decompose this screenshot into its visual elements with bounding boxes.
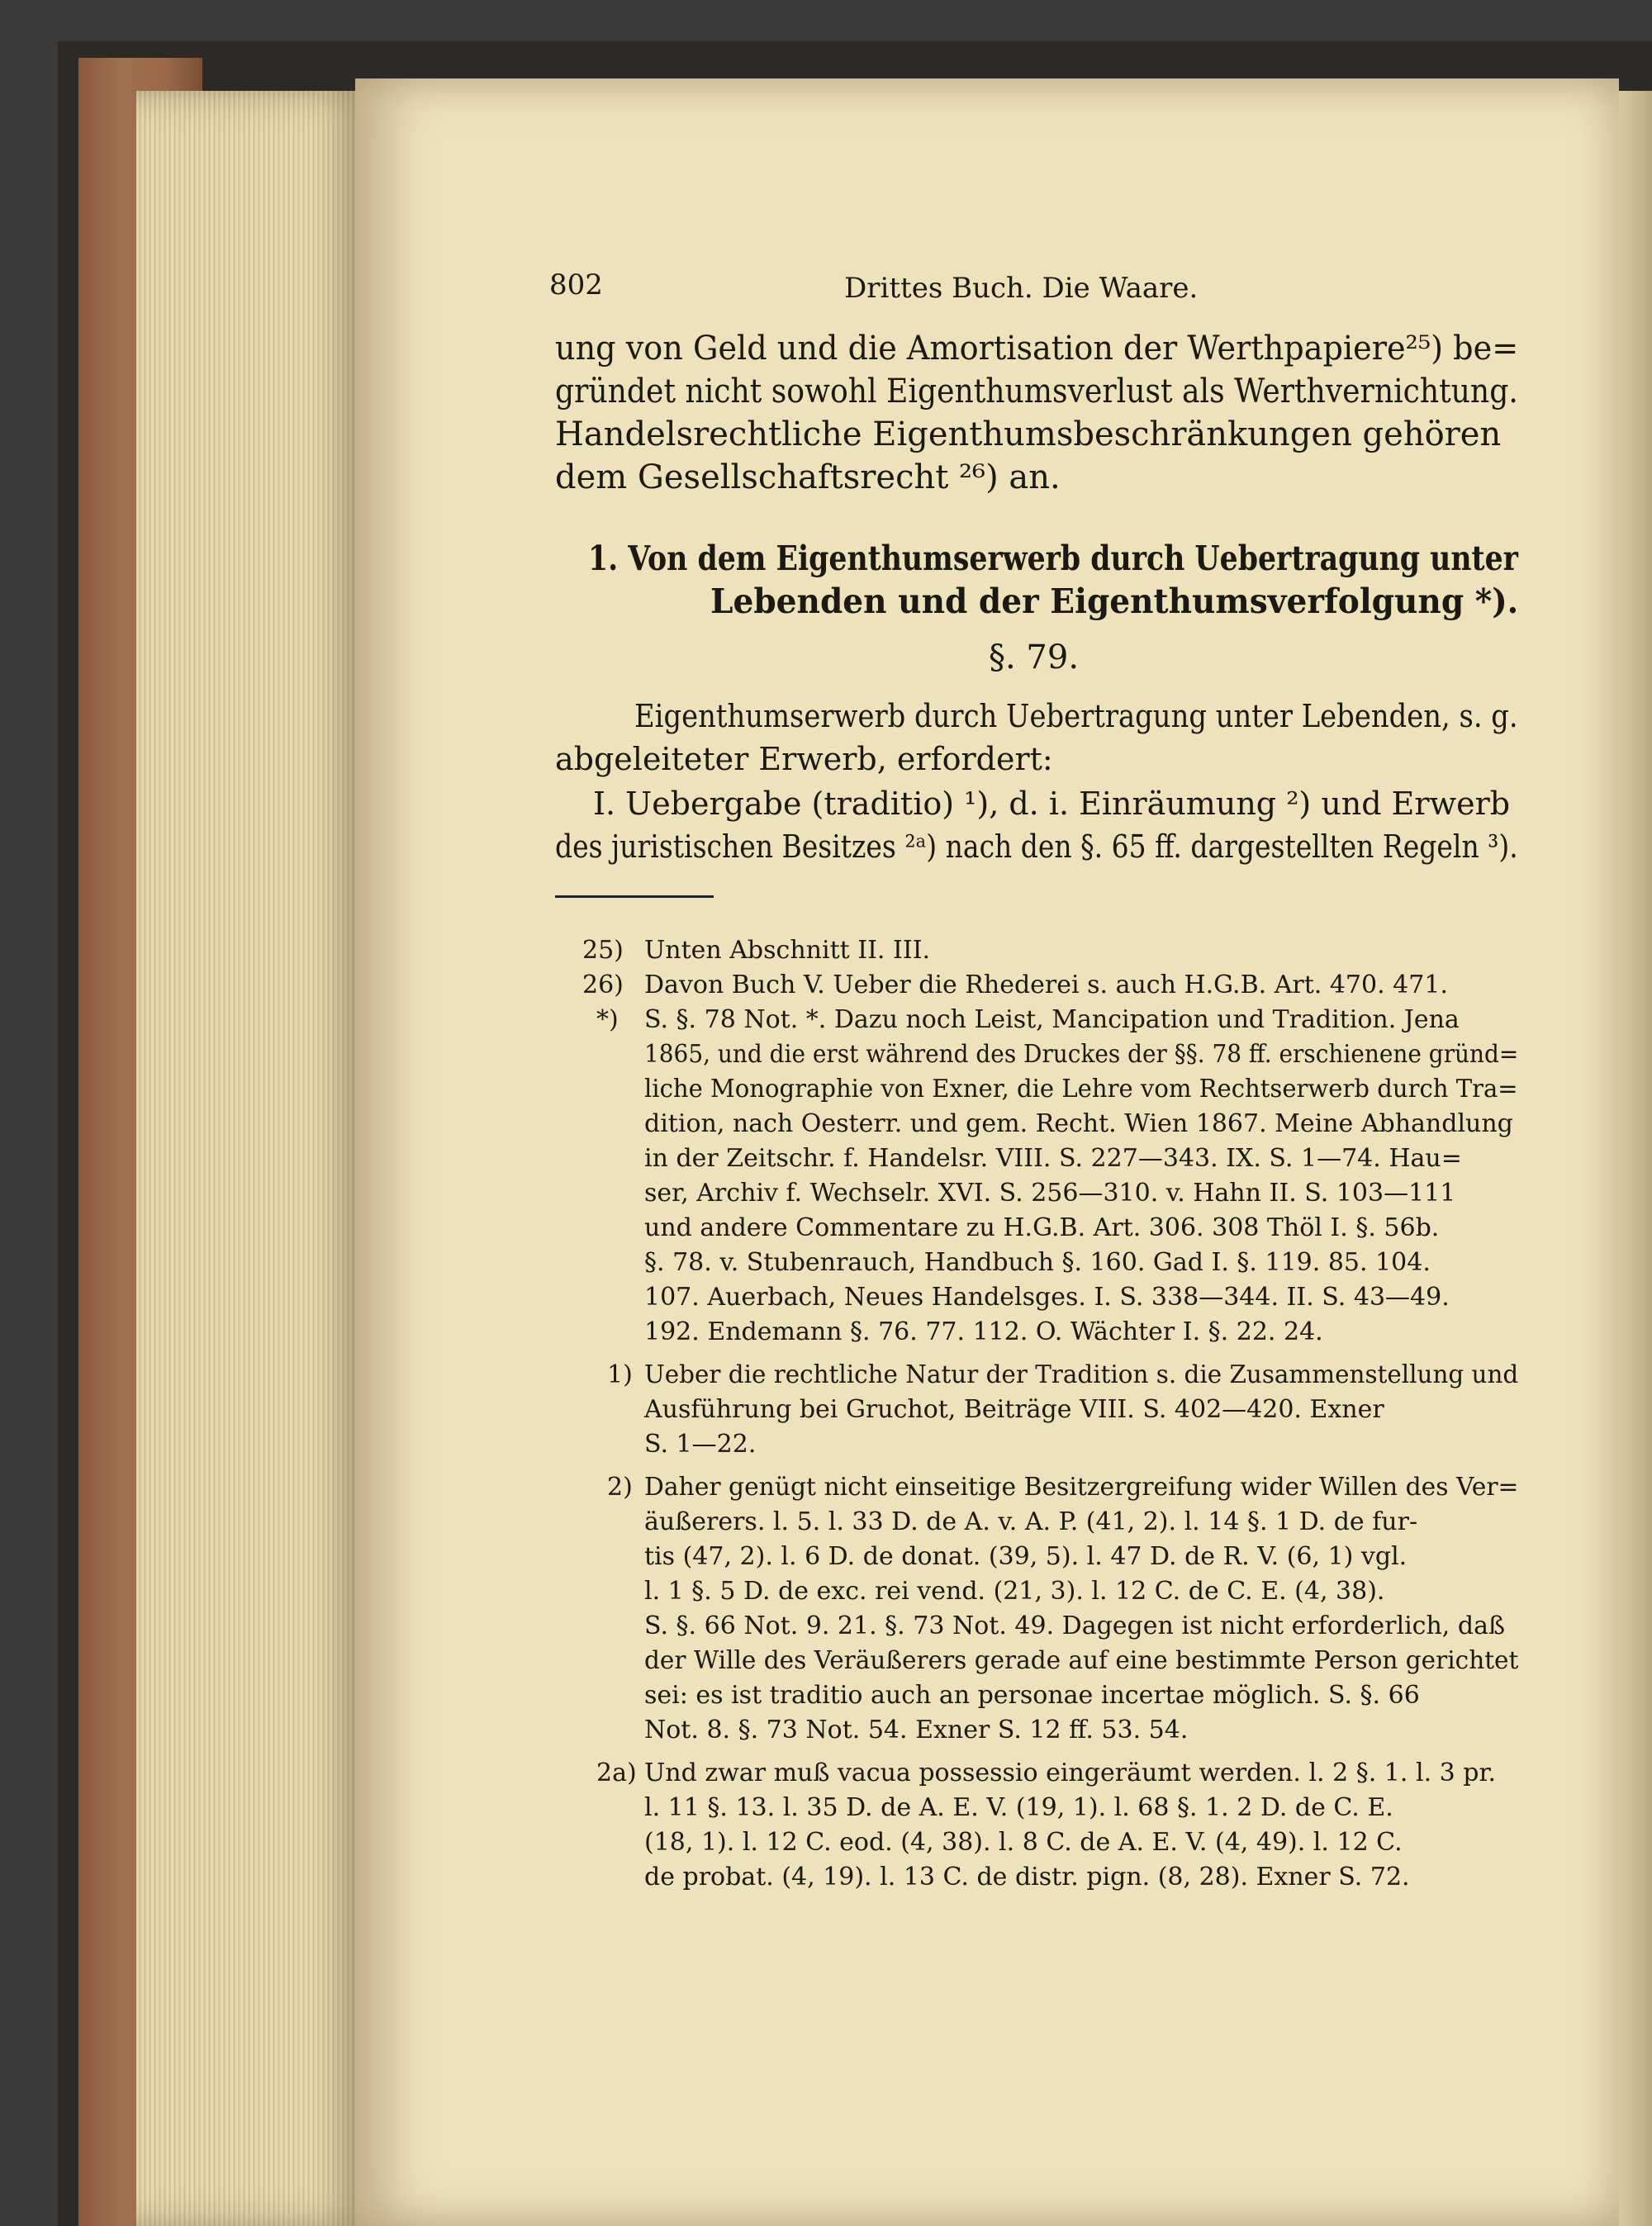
footnote-mark: 26) xyxy=(582,971,624,999)
footnote-line: Davon Buch V. Ueber die Rhederei s. auch H.G.B. Art. 470. 471. xyxy=(644,971,1448,999)
section-text: I. Uebergabe (traditio) ¹), d. i. Einräumung ²) und Erwerb xyxy=(593,786,1511,822)
footnote-line: l. 1 §. 5 D. de exc. rei vend. (21, 3). l. 12 C. de C. E. (4, 38). xyxy=(644,1577,1385,1606)
footnote-line: l. 11 §. 13. l. 35 D. de A. E. V. (19, 1). l. 68 §. 1. 2 D. de C. E. xyxy=(644,1793,1393,1822)
footnote-line: äußerers. l. 5. l. 33 D. de A. v. A. P. (41, 2). l. 14 §. 1 D. de fur- xyxy=(644,1507,1418,1536)
footnote-line: Und zwar muß vacua possessio eingeräumt werden. l. 2 §. 1. l. 3 pr. xyxy=(644,1758,1497,1787)
footnote-line: 1865, und die erst während des Druckes der §§. 78 ff. erschienene gründ= xyxy=(644,1040,1519,1069)
footnote-line: ser, Archiv f. Wechselr. XVI. S. 256—310. v. Hahn II. S. 103—111 xyxy=(644,1179,1456,1208)
footnote-line: sei: es ist traditio auch an personae incertae möglich. S. §. 66 xyxy=(644,1681,1420,1710)
footnote-line: tis (47, 2). l. 6 D. de donat. (39, 5). l. 47 D. de R. V. (6, 1) vgl. xyxy=(644,1542,1408,1571)
footnote-divider xyxy=(555,895,714,898)
running-title: Drittes Buch. Die Waare. xyxy=(844,272,1199,305)
stacked-page-edges xyxy=(136,91,368,2226)
footnote-line: S. 1—22. xyxy=(644,1430,757,1459)
section-heading: Lebenden und der Eigenthumsverfolgung *). xyxy=(710,581,1519,621)
paragraph-mark: §. 79. xyxy=(989,638,1080,676)
footnote-line: Ueber die rechtliche Natur der Tradition s. die Zusammenstellung und xyxy=(644,1360,1519,1389)
footnote-line: (18, 1). l. 12 C. eod. (4, 38). l. 8 C. de A. E. V. (4, 49). l. 12 C. xyxy=(644,1828,1403,1857)
footnote-line: Daher genügt nicht einseitige Besitzergreifung wider Willen des Ver= xyxy=(644,1473,1519,1502)
facing-page-edge xyxy=(1619,91,1652,2226)
footnote-line: Not. 8. §. 73 Not. 54. Exner S. 12 ff. 53. 54. xyxy=(644,1716,1189,1744)
footnote-line: Ausführung bei Gruchot, Beiträge VIII. S. 402—420. Exner xyxy=(644,1395,1384,1424)
section-text: abgeleiteter Erwerb, erfordert: xyxy=(555,741,1053,777)
footnote-line: liche Monographie von Exner, die Lehre vom Rechtserwerb durch Tra= xyxy=(644,1075,1518,1104)
footnote-line: S. §. 78 Not. *. Dazu noch Leist, Mancipation und Tradition. Jena xyxy=(644,1005,1460,1034)
footnote-line: §. 78. v. Stubenrauch, Handbuch §. 160. Gad I. §. 119. 85. 104. xyxy=(644,1248,1431,1277)
footnote-mark: 2a) xyxy=(596,1758,637,1787)
footnote-line: 192. Endemann §. 76. 77. 112. O. Wächter I. §. 22. 24. xyxy=(644,1317,1323,1346)
footnote-mark: 2) xyxy=(607,1473,633,1502)
footnote-mark: *) xyxy=(596,1005,619,1034)
footnote-mark: 25) xyxy=(582,936,624,965)
footnote-line: dition, nach Oesterr. und gem. Recht. Wien 1867. Meine Abhandlung xyxy=(644,1109,1513,1138)
section-heading: 1. Von dem Eigenthumserwerb durch Uebertragung unter xyxy=(588,539,1518,578)
page-number: 802 xyxy=(549,268,603,301)
footnote-line: S. §. 66 Not. 9. 21. §. 73 Not. 49. Dagegen ist nicht erforderlich, daß xyxy=(644,1611,1505,1640)
body-line: dem Gesellschaftsrecht ²⁶) an. xyxy=(555,458,1061,496)
footnote-line: der Wille des Veräußerers gerade auf eine bestimmte Person gerichtet xyxy=(644,1646,1519,1675)
body-line: Handelsrechtliche Eigenthumsbeschränkungen gehören xyxy=(555,415,1502,453)
footnote-line: de probat. (4, 19). l. 13 C. de distr. pign. (8, 28). Exner S. 72. xyxy=(644,1863,1410,1891)
footnote-line: in der Zeitschr. f. Handelsr. VIII. S. 227—343. IX. S. 1—74. Hau= xyxy=(644,1144,1462,1173)
body-line: gründet nicht sowohl Eigenthumsverlust als Werthvernichtung. xyxy=(555,373,1518,411)
section-text: des juristischen Besitzes ²ᵃ) nach den §. 65 ff. dargestellten Regeln ³). xyxy=(555,828,1518,865)
body-line: ung von Geld und die Amortisation der Werthpapiere²⁵) be= xyxy=(555,330,1519,368)
footnote-line: 107. Auerbach, Neues Handelsges. I. S. 338—344. II. S. 43—49. xyxy=(644,1283,1450,1312)
footnote-line: Unten Abschnitt II. III. xyxy=(644,936,931,965)
footnote-line: und andere Commentare zu H.G.B. Art. 306. 308 Thöl I. §. 56b. xyxy=(644,1213,1440,1242)
section-text: Eigenthumserwerb durch Uebertragung unter Lebenden, s. g. xyxy=(634,698,1518,734)
footnote-mark: 1) xyxy=(607,1360,633,1389)
